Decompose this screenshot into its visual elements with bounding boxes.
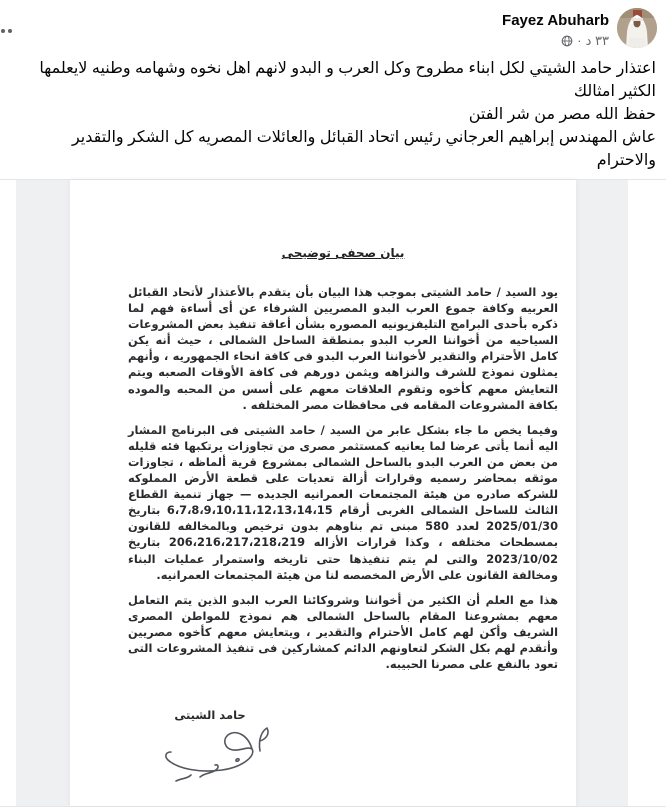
attached-document-image[interactable] — [0, 179, 666, 807]
author-name[interactable]: Fayez Abuharb — [502, 12, 609, 29]
scan-background — [16, 180, 628, 806]
document-paragraph: هذا مع العلم أن الكثير من أخواننا وشروكائنا العرب البدو الذين يتم التعامل معهم بمشروعنا المقام بالساحل الشمالى هم نموذج للمواطن المصرى الشريف وأكن لهم كامل الأحترام والتقدير ، ويتعايش معهم كأخوه مصريين وأتقدم لهم بكل الشكر لتعاونهم الدائم كمشاركين فى تنفيذ المشروعات التى تعود بالنفع على مصرنا الحبيبه. — [128, 592, 558, 672]
post-text-line: حفظ الله مصر من شر الفتن — [468, 106, 656, 123]
globe-icon — [561, 35, 573, 47]
avatar[interactable] — [617, 8, 657, 48]
handwritten-signature — [140, 725, 280, 789]
document-paragraph: وفيما يخص ما جاء بشكل عابر من السيد / حامد الشيتى فى البرنامج المشار اليه أنما يأتى عرضا لما يعانيه كمستثمر مصرى من تجاوزات يرتكبها فئه قليله من بعض من العرب البدو بالساحل الشمالى بمشروع قرية ألماظه ، تجاوزات موثقه بمحاضر رسميه وقرارات أزالة تعديات على قطعة الأرض المملوكه للشركه صادره من هيئة المجتمعات العمرانيه الجديده — جهاز تنمية القطاع الثالث للساحل الشمالى الغربى أرقام 6،7،8،9،10،11،12،13،14،15 بتاريخ 2025/01/30 لعدد 580 مبنى تم بناوهم بدون ترخيص وبالمخالفه للقانون بمسطحات مختلفه ، وكذا قرارات الأزاله 206،216،217،218،219 بتاريخ 2023/10/02 والتى لم يتم تنفيذها حتى تاريخه واستمرار عمليات البناء ومخالفة القانون على الأرض المخصصه لنا من هيئة المجتمعات العمرانيه. — [128, 422, 558, 582]
document-title: بيان صحفى توضيحى — [281, 246, 405, 260]
post-text-line: عاش المهندس إبراهيم العرجاني رئيس اتحاد القبائل والعائلات المصريه كل الشكر والتقدير والاحترام — [71, 129, 656, 169]
meta-separator: · — [577, 33, 582, 48]
header-info — [502, 8, 609, 49]
signature-block — [140, 708, 280, 789]
post-text-line: اعتذار حامد الشيتي لكل ابناء مطروح وكل العرب و البدو لانهم اهل نخوه وشهامه وطنيه لايعلمها الكثير امثالك — [39, 60, 656, 100]
document-paragraph: يود السيد / حامد الشيتى بموجب هذا البيان بأن يتقدم بالأعتذار لأتحاد القبائل العربيه وكافة جموع العرب البدو المصريين الشرفاء عن أى أساءة فهم لما ذكره بأحدى البرامج التليفزيونيه المصوره بشأن أعاقة تنفيذ بعض المشروعات السياحيه من أخواننا العرب البدو بمنطقة الساحل الشمالى ، حيث أنه يكن كامل الأحترام والتقدير لأخواننا العرب البدو فى كافة انحاء الجمهوريه ، وأنهم يمثلون نموذج للشرف والنزاهه ويثمن دورهم فى كافة الأوقات الصعبه ويتم التعايش معهم كأخوه وتقوم العلاقات معهم على أسس من المحبه والموده بكافة المشروعات المقامه فى محافظات مصر المختلفه . — [128, 285, 558, 412]
timestamp[interactable]: ٣٣ د — [585, 33, 609, 48]
post-text — [0, 56, 666, 178]
avatar-photo — [617, 8, 657, 48]
more-options-icon[interactable] — [1, 26, 12, 36]
post-meta — [502, 32, 609, 49]
post-header — [0, 0, 666, 56]
document-page — [70, 180, 576, 806]
signature-name: حامد الشيتى — [174, 708, 246, 723]
